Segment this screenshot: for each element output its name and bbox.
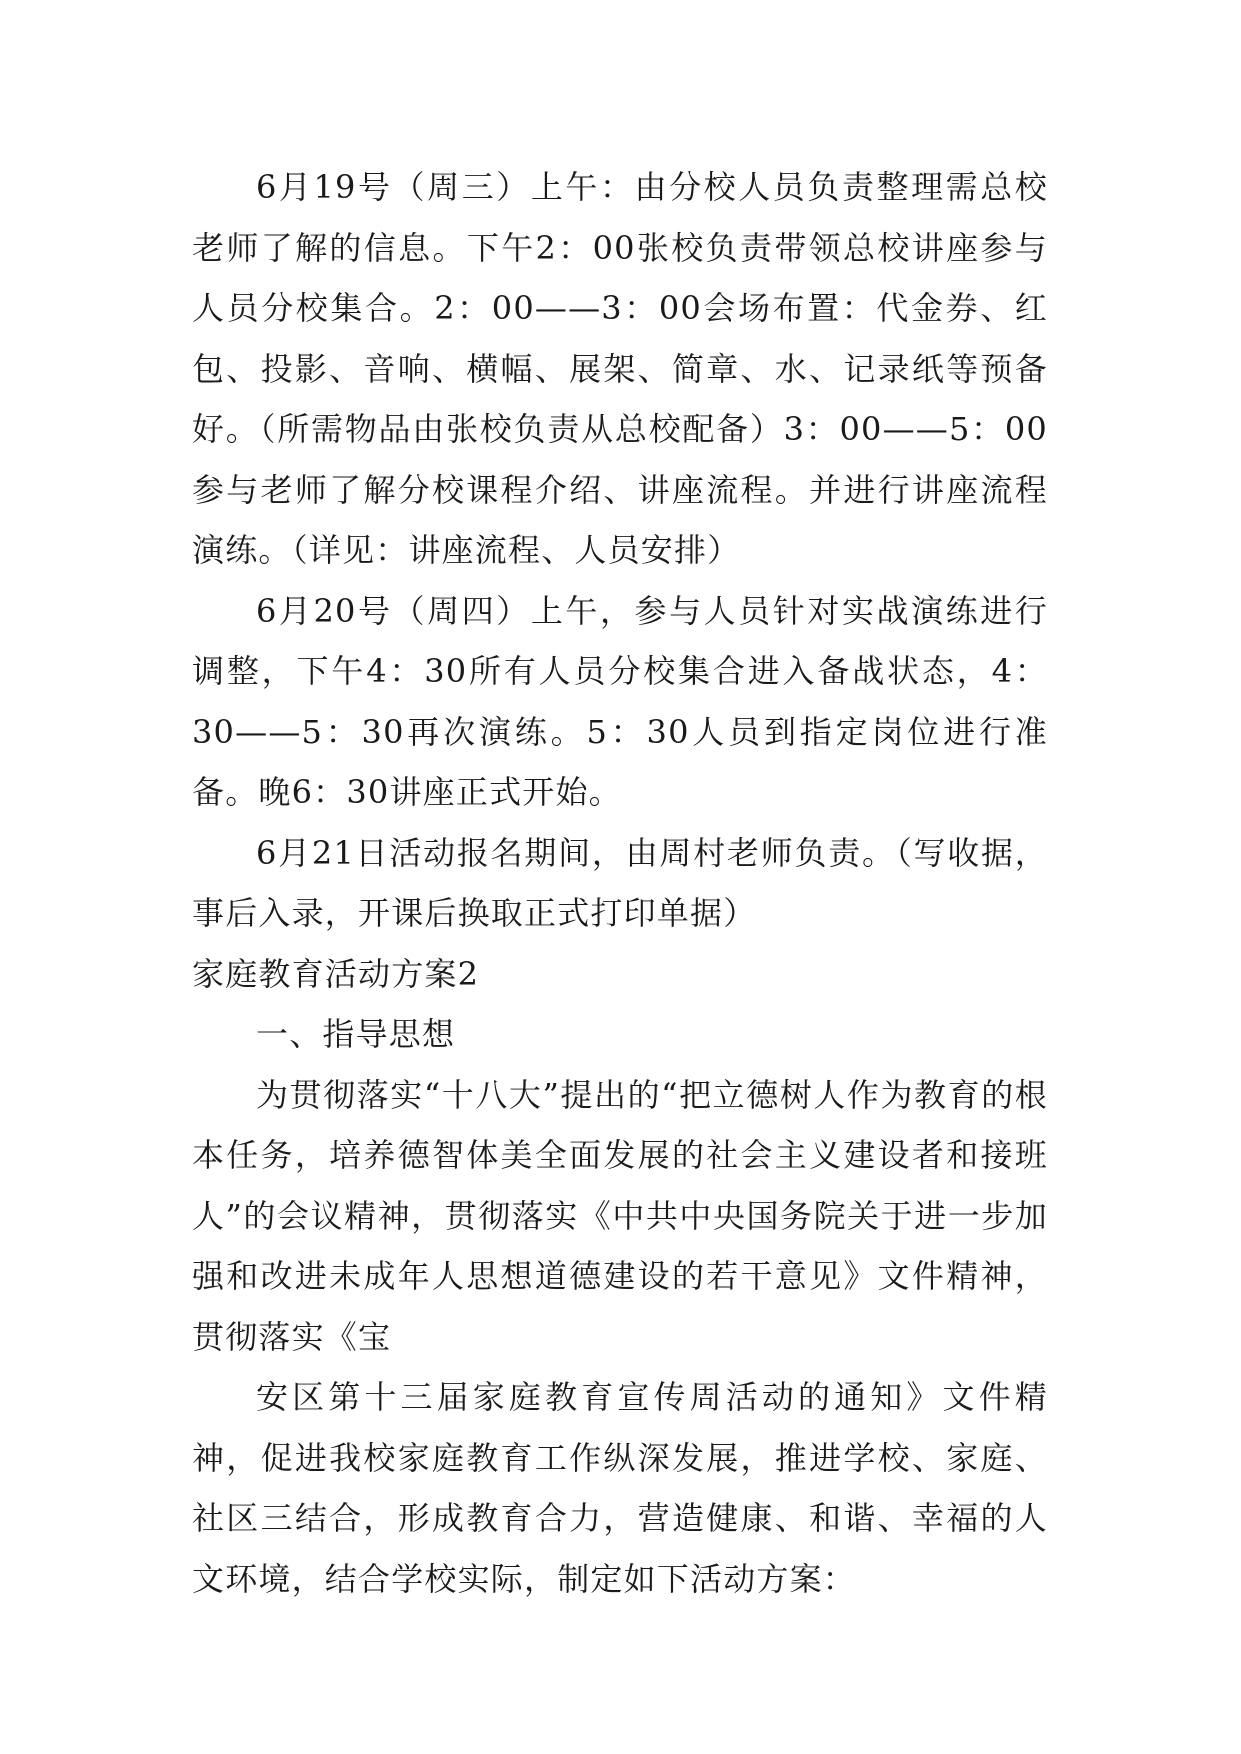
paragraph-guiding-ideology-2: 安区第十三届家庭教育宣传周活动的通知》文件精神，促进我校家庭教育工作纵深发展，推进学校、家庭、社区三结合，形成教育合力，营造健康、和谐、幸福的人文环境，结合学校实际，制定如下活动方案： (192, 1378, 1048, 1598)
paragraph-june-20: 6月20号（周四）上午，参与人员针对实战演练进行调整，下午4：30所有人员分校集合进入备战状态，4：30——5：30再次演练。5：30人员到指定岗位进行准备。晚6：30讲座正式开始。 (192, 591, 1048, 811)
paragraph-june-21: 6月21日活动报名期间，由周村老师负责。（写收据，事后入录，开课后换取正式打印单据） (192, 833, 1048, 932)
paragraph-guiding-ideology-1: 为贯彻落实“十八大”提出的“把立德树人作为教育的根本任务，培养德智体美全面发展的社会主义建设者和接班人”的会议精神，贯彻落实《中共中央国务院关于进一步加强和改进未成年人思想道德建设的若干意见》文件精神，贯彻落实《宝 (192, 1075, 1048, 1356)
document-body (192, 157, 1048, 1609)
sub-heading-guiding-ideology: 一、指导思想 (256, 1015, 456, 1053)
paragraph-june-19: 6月19号（周三）上午：由分校人员负责整理需总校老师了解的信息。下午2：00张校负责带领总校讲座参与人员分校集合。2：00——3：00会场布置：代金券、红包、投影、音响、横幅、展架、简章、水、记录纸等预备好。（所需物品由张校负责从总校配备）3：00——5：00参与老师了解分校课程介绍、讲座流程。并进行讲座流程演练。（详见：讲座流程、人员安排） (192, 168, 1048, 569)
section-title: 家庭教育活动方案2 (192, 954, 480, 993)
